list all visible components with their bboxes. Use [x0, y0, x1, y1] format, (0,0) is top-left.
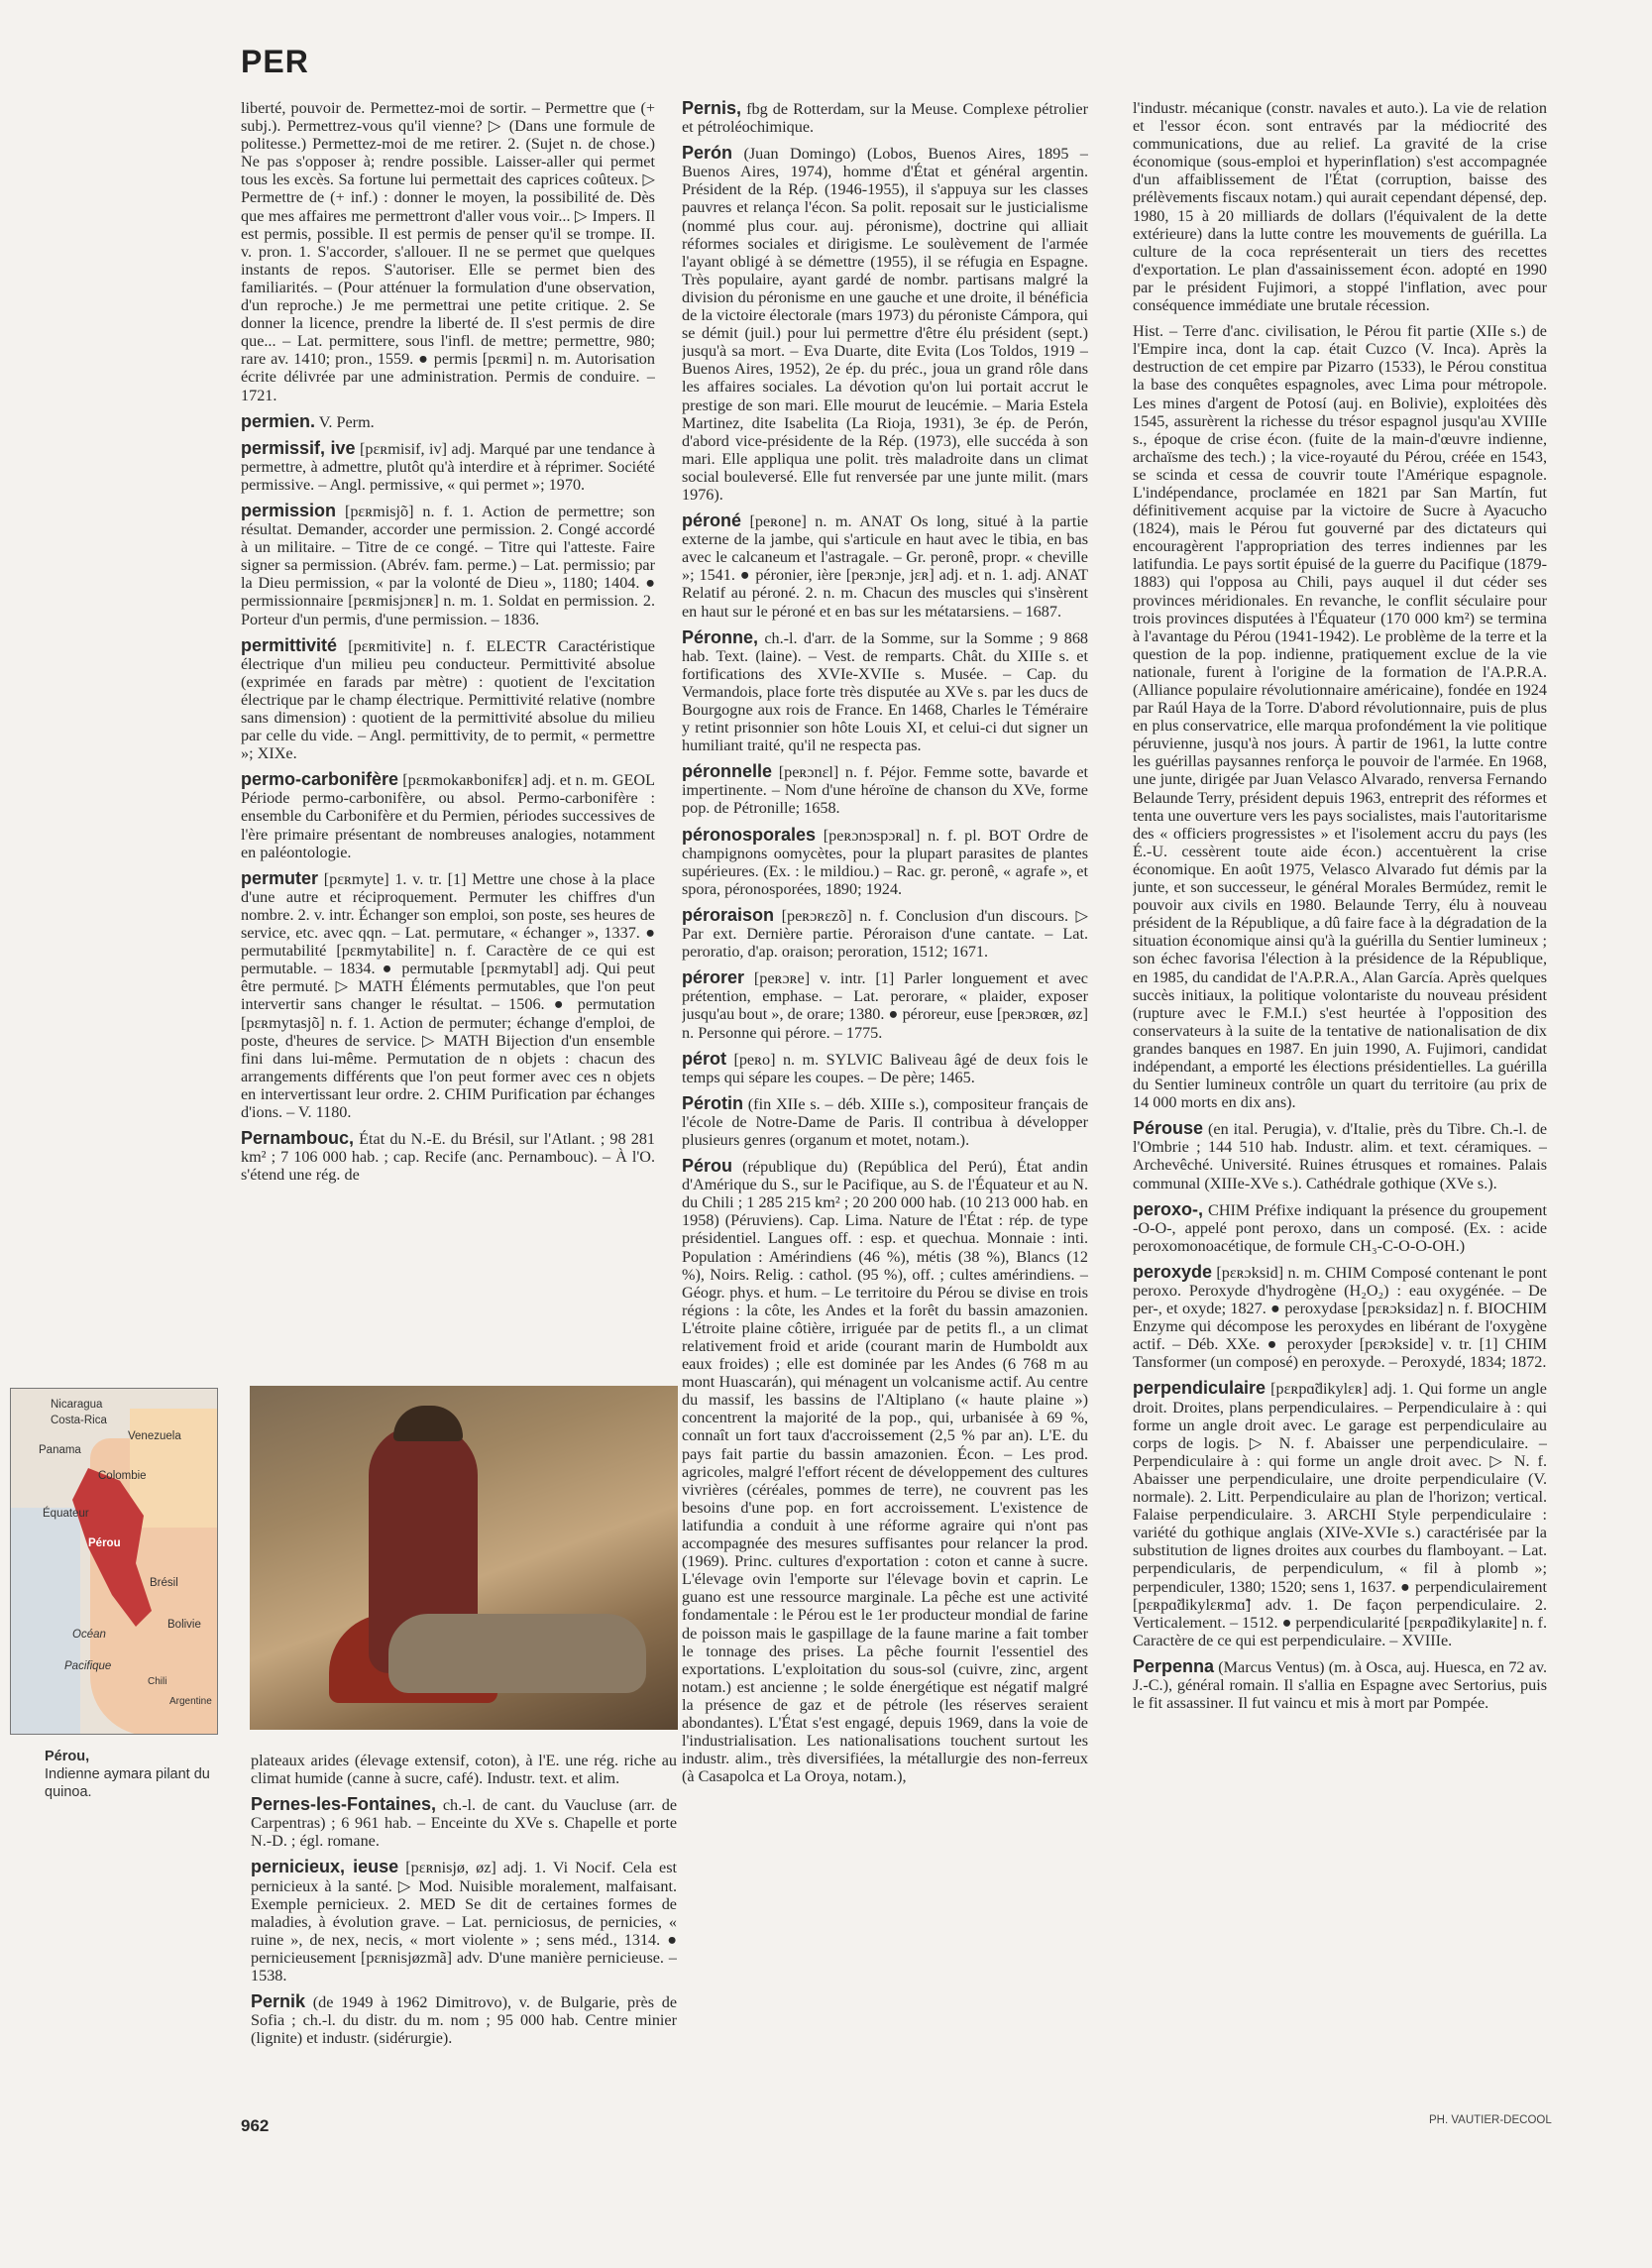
- running-head: PER: [241, 44, 309, 79]
- entry-body: (de 1949 à 1962 Dimitrovo), v. de Bulgarie, près de Sofia ; ch.-l. du distr. du m. nom ; 95 000 hab. Centre minier (lignite) et industr. (sidérurgie).: [251, 1993, 677, 2048]
- entry-headword: péroraison: [682, 904, 775, 925]
- entry-body: (Juan Domingo) (Lobos, Buenos Aires, 1895 – Buenos Aires, 1974), homme d'État et général argentin. Président de la Rép. (1946-1955), il s'appuya sur les classes pauvres et relança l'écon. Sa polit. reposait sur le justicialisme (nommé plus cour. auj. péronisme), doctrine qui alliait réformes sociales et dirigisme. Le soulèvement de l'armée l'ayant obligé à se démettre (1955), il se réfugia en Espagne. Très populaire, ayant gardé de nombr. partisans malgré la division du péronisme en une gauche et une droite, il bénéficia de la victoire électorale (mars 1973) du péroniste Cámpora, qui se démit (juil.) pour lui permettre d'être élu président (sept.) jusqu'à sa mort. – Eva Duarte, dite Evita (Los Toldos, 1919 – Buenos Aires, 1952), 2e ép. du préc., joua un grand rôle dans les affaires sociales. La dévotion qu'on lui portait accrut le prestige de son mari. Elle mourut de leucémie. – Maria Estela Martinez, dite Isabelita (La Rioja, 1931), 3e ép. de Perón, d'abord vice-présidente de la Rép. (1973), elle succéda à son mari. Elle appliqua une polit. très maladroite dans un climat social bouleversé. Elle fut renversée par une junte milit. (mars 1976).: [682, 145, 1088, 504]
- column-1: [241, 99, 655, 1318]
- dictionary-entry: [241, 502, 655, 628]
- entry-headword: pernicieux, ieuse: [251, 1857, 399, 1877]
- entry-headword: Pernis,: [682, 99, 742, 118]
- caption-title: Pérou,: [45, 1749, 90, 1764]
- dictionary-entry: [1133, 1263, 1547, 1372]
- dictionary-entry: [241, 412, 655, 431]
- map-label-venezuela: Venezuela: [128, 1430, 181, 1442]
- photo-aymara-woman: [250, 1386, 678, 1730]
- entry-body: (Marcus Ventus) (m. à Osca, auj. Huesca, en 72 av. J.-C.), général romain. Il s'allia en Espagne avec Sertorius, puis le fit assassiner. Il fut vaincu et mis à mort par Pompée.: [1133, 1657, 1547, 1713]
- entry-body: Hist. – Terre d'anc. civilisation, le Pérou fit partie (XIIe s.) de l'Empire inca, dont la cap. était Cuzco (V. Inca). Après la destruction de cet empire par Pizarro (1533), le Pérou constitua la base des conquêtes espagnoles, avec Lima pour métropole. Les mines d'argent de Potosí (auj. en Bolivie), exploitées dès 1545, assurèrent la richesse du trésor espagnol jusqu'au XVIIIe s., époque de crise écon. (fuite de la main-d'œuvre indienne, archaïsme des tech.) ; la vice-royauté du Pérou, créée en 1543, se scinda et cessa de couvrir toute l'Amérique espagnole. L'indépendance, proclamée en 1821 par San Martín, fut définitivement acquise par la victoire de Sucre à Ayacucho (1824), mais le Pérou fut gouverné par des dictateurs qui encouragèrent l'appropriation des terres indiennes par les latifundia. Le pays sortit épuisé de la guerre du Pacifique (1879-1883) qui l'opposa au Chili, pays auquel il dut céder ses provinces méridionales. En revanche, le conflit séculaire pour trois provinces disputées à l'Équateur (170 000 km²) se termina à l'avantage du Pérou (1941-1942). Le problème de la terre et la question de la pop. indienne, pratiquement exclue de la vie nationale, furent à l'origine de la formation de l'A.P.R.A. (Alliance populaire révolutionnaire américaine), fondée en 1924 par Raúl Haya de la Torre. D'abord révolutionnaire, puis de plus en plus conservatrice, elle marqua profondément la vie politique péruvienne, jusqu'à nos jours. À partir de 1961, la lutte contre les guérillas paysannes renforça le pouvoir de l'armée. En 1968, une junte, dirigée par Juan Velasco Alvarado, renversa Fernando Belaunde Terry, président depuis 1963, entreprit des réformes et tenta une ouverture vers les pays socialistes, mais l'autoritarisme des « officiers progressistes » et l'isolement accru du pays (les É.-U. cessèrent toute aide écon.) accentuèrent la crise économique. En août 1975, Velasco Alvarado fut démis par la junte, et son successeur, le général Morales Bermúdez, remit le pouvoir aux civils en 1980. Belaunde Terry, élu à nouveau président de la République, a dû faire face à la dégradation de la situation économique ainsi qu'à la guérilla du Sentier lumineux ; son échec favorisa l'élection à la présidence de la République, en 1985, du candidat de l'A.P.R.A., Alan García. Après quelques succès initiaux, la politique volontariste du nouveau président (rupture avec le F.M.I.) s'est heurtée à l'opposition des conservateurs à la suite de la tentative de nationalisation de dix grandes banques en 1987. En juin 1990, A. Fujimori, candidat indépendant, a emporté les élections présidentielles. La guérilla du Sentier lumineux contrôle un quart du territoire (au prix de 14 000 morts en dix ans).: [1133, 322, 1547, 1112]
- dictionary-entry: [1133, 1657, 1547, 1712]
- photo-caption: [45, 1748, 223, 1801]
- photo-credit: PH. VAUTIER-DECOOL: [1429, 2114, 1552, 2126]
- map-label-nicaragua: Nicaragua: [51, 1399, 103, 1411]
- entry-headword: Pernambouc,: [241, 1128, 355, 1149]
- entry-body: [pɛʀmyte] 1. v. tr. [1] Mettre une chose à la place d'une autre et réciproquement. Permuter les chiffres d'un nombre. 2. v. intr. Échanger son emploi, son poste, ses heures de service, etc. avec qqn. – Lat. permutare, « échanger », 1337. ● permutabilité [pɛʀmytabilite] n. f. Caractère de ce qui est permutable. – 1834. ● permutable [pɛʀmytabl] adj. Qui peut être permuté. ▷ MATH Éléments permutables, que l'on peut intervertir sans changer le résultat. – 1506. ● permutation [pɛʀmytasjõ] n. f. 1. Action de permuter; échange d'emploi, de poste, d'heures de service. ▷ MATH Bijection d'un ensemble fini dans lui-même. Permutation de n objets : chacun des arrangements différents que l'on peut former avec ces n objets en intervertissant leur ordre. 2. CHIM Purification par échanges d'ions. – V. 1180.: [241, 869, 655, 1121]
- photo-grinding-stone: [388, 1614, 646, 1693]
- caption-text: Indienne aymara pilant du quinoa.: [45, 1766, 210, 1800]
- entry-headword: Pernes-les-Fontaines,: [251, 1794, 437, 1815]
- dictionary-entry: [682, 511, 1088, 621]
- dictionary-entry: [1133, 322, 1547, 1111]
- dictionary-entry: [241, 869, 655, 1121]
- entry-headword: pérorer: [682, 967, 745, 988]
- entry-body: [peʀɔnɛl] n. f. Péjor. Femme sotte, bavarde et impertinente. – Nom d'une héroïne de chanson du XVe, forme pop. de Pétronille; 1658.: [682, 763, 1088, 818]
- dictionary-entry: [251, 1992, 677, 2047]
- dictionary-entry: [241, 1129, 655, 1184]
- entry-headword: péronosporales: [682, 824, 817, 845]
- entry-headword: péronnelle: [682, 761, 773, 782]
- entry-body: fbg de Rotterdam, sur la Meuse. Complexe pétrolier et pétroléochimique.: [682, 100, 1088, 137]
- entry-headword: permuter: [241, 867, 319, 888]
- entry-body: [peʀɔʀɛzõ] n. f. Conclusion d'un discours. ▷ Par ext. Dernière partie. Péroraison d'une cantate. – Lat. peroratio, d'ap. oraison; peroration, 1512; 1671.: [682, 906, 1088, 962]
- dictionary-entry: [682, 99, 1088, 136]
- map-label-chili: Chili: [148, 1676, 167, 1687]
- entry-body: [pɛʀnisjø, øz] adj. 1. Vi Nocif. Cela est pernicieux à la santé. ▷ Mod. Nuisible moralement, malfaisant. Exemple pernicieux. 2. MED Se dit de certaines formes de maladies, à évolution grave. – Lat. perniciosus, de pernicies, « ruine », de nex, necis, « mort violente » ; sens méd., 1314. ● pernicieusement [pɛʀnisjøzmã] adv. D'une manière pernicieuse. – 1538.: [251, 1859, 677, 1985]
- dictionary-entry: [682, 1094, 1088, 1149]
- entry-headword: Pérotin: [682, 1092, 744, 1113]
- entry-body: [pɛʀɔksid] n. m. CHIM Composé contenant le pont peroxo. Peroxyde d'hydrogène (H₂O₂) : eau oxygénée. – De per-, et oxyde; 1827. ● peroxydase [pɛʀɔksidaz] n. f. BIOCHIM Enzyme qui décompose les peroxydes en libérant de l'oxygène actif. – Déb. XXe. ● peroxyder [pɛʀɔkside] v. tr. [1] CHIM Tansformer (un composé) en peroxyde. – Peroxydé, 1834; 1872.: [1133, 1263, 1547, 1372]
- entry-body: [peʀɔnɔspɔʀal] n. f. pl. BOT Ordre de champignons oomycètes, pour la plupart parasites de plantes supérieures. (Ex. : le mildiou.) – Rac. gr. peronê, « agrafe », et spora, péronosporées, 1890; 1924.: [682, 826, 1088, 898]
- dictionary-entry: [682, 628, 1088, 755]
- entry-body: (république du) (República del Perú), État andin d'Amérique du S., sur le Pacifique, au S. de l'Équateur et au N. du Chili ; 1 285 215 km² ; 20 200 000 hab. (10 213 000 hab. en 1958) (Péruviens). Cap. Lima. Nature de l'État : rép. de type présidentiel. Langues off. : esp. et quechua. Monnaie : inti. Population : Amérindiens (46 %), métis (38 %), Blancs (12 %), Noirs. Relig. : cathol. (95 %), off. ; cultes amérindiens. – Géogr. phys. et hum. – Le territoire du Pérou se divise en trois régions : la côte, les Andes et la forêt du bassin amazonien. L'étroite plaine côtière, irriguée par de petits fl., a un climat relativement froid et aride (courant marin de Humboldt aux eaux froides) ; elle est dominée par les Andes (6 768 m au mont Huascarán), qui ménagent un volcanisme actif. Au centre du massif, les bassins de l'Altiplano (« haute plaine ») concentrent la majorité de la pop., qui, urbanisée à 69 %, connaît un fort taux d'accroissement (2,5 % par an). L'E. du pays fait partie du bassin amazonien. Écon. – Les prod. agricoles, malgré l'effort récent de développement des cultures vivrières (céréales, pommes de terre), ne couvrent pas les besoins d'une pop. en fort accroissement. L'existence de latifundia a conduit à une réforme agraire qui n'ont pas accompagnée des mesures suffisantes pour relancer la prod. (1969). Princ. cultures d'exportation : coton et canne à sucre. L'élevage ovin l'emporte sur l'élevage bovin et caprin. Le guano est une ressource marginale. La pêche est une activité fondamentale : le Pérou est le 1er producteur mondial de farine de poisson mais le gaspillage de la faune marine a fait tomber le tonnage des prises. La pêche fournit l'essentiel des exportations. L'exploitation du sous-sol (cuivre, zinc, argent notam.) est ancienne ; le solde énergétique est négatif malgré la présence de gaz et de pétrole (les réserves seraient abondantes). L'État s'est engagé, depuis 1969, dans la voie de l'industrialisation. Les nationalisations touchent surtout les industr. alim., très diversifiées, la métallurgie des non-ferreux (à Casapolca et La Oroya, notam.),: [682, 1158, 1088, 1786]
- dictionary-entry: [251, 1795, 677, 1850]
- entry-headword: Pernik: [251, 1991, 306, 2012]
- map-label-bolivie: Bolivie: [167, 1619, 201, 1631]
- dictionary-entry: [682, 968, 1088, 1041]
- entry-body: [pɛʀmitivite] n. f. ELECTR Caractéristique électrique d'un milieu peu conducteur. Permittivité absolue (exprimée en farads par mètre) : quotient de l'excitation électrique par le champ électrique. Permittivité relative (nombre sans dimension) : quotient de la permittivité absolue du milieu par celle du vide. – Angl. permittivity, de to permit, « permettre »; XIXe.: [241, 636, 655, 763]
- dictionary-entry: [682, 1050, 1088, 1086]
- peru-map: [10, 1388, 218, 1735]
- dictionary-entry: [1133, 1119, 1547, 1191]
- entry-headword: permo-carbonifère: [241, 769, 399, 790]
- entry-body: liberté, pouvoir de. Permettez-moi de sortir. – Permettre que (+ subj.). Permettrez-vous qu'il vienne? ▷ (Dans une formule de politesse.) Permettez-moi de me retirer. 2. (Sujet n. de chose.) Ne pas s'opposer à; rendre possible. Laisser-aller qui permet tous les excès. Sa fortune lui permettait des caprices coûteux. ▷ Permettre de (+ inf.) : donner le moyen, la possibilité de. Dès que mes affaires me permettront d'aller vous voir... ▷ Impers. Il est permis, possible. Il est permis de penser qu'il se trompe. II. v. pron. 1. S'accorder, s'allouer. Il ne se permet que quelques instants de repos. S'autoriser. Elle se permet bien des familiarités. – (Pour atténuer la formulation d'une observation, d'un reproche.) Je me permettrai une petite critique. 2. Se donner la licence, prendre la liberté de. Il s'est permis de dire que... – Lat. permittere, sous l'infl. de mettre; permettre, 980; rare av. 1410; pron., 1559. ● permis [pɛʀmi] n. m. Autorisation écrite délivrée par une administration. Permis de conduire. – 1721.: [241, 99, 655, 404]
- dictionary-entry: [241, 439, 655, 494]
- map-label-bresil: Brésil: [150, 1577, 178, 1589]
- entry-headword: Perpenna: [1133, 1655, 1215, 1676]
- dictionary-entry: [1133, 99, 1547, 314]
- map-ocean-area: [11, 1508, 80, 1735]
- entry-headword: peroxyde: [1133, 1261, 1213, 1282]
- entry-body: ch.-l. de cant. du Vaucluse (arr. de Carpentras) ; 6 961 hab. – Enceinte du XVe s. Chapelle et porte N.-D. ; égl. romane.: [251, 1796, 677, 1851]
- entry-headword: Pérou: [682, 1156, 733, 1177]
- dictionary-entry: [682, 906, 1088, 961]
- dictionary-entry: [241, 770, 655, 860]
- map-label-panama: Panama: [39, 1444, 81, 1456]
- entry-headword: permissif, ive: [241, 437, 356, 458]
- entry-headword: Péronne,: [682, 626, 759, 647]
- dictionary-entry: [682, 144, 1088, 504]
- entry-body: (en ital. Perugia), v. d'Italie, près du Tibre. Ch.-l. de l'Ombrie ; 144 510 hab. Industr. alim. et text. céramiques. – Archevêché. Université. Ruines étrusques et romaines. Palais communal (XIIIe-XVe s.). Cathédrale gothique (XVe s.).: [1133, 1120, 1547, 1192]
- entry-body: [pɛʀmokaʀbonifɛʀ] adj. et n. m. GEOL Période permo-carbonifère, ou absol. Permo-carbonifère : ensemble du Carbonifère et du Permien, périodes successives de l'ère primaire présentant de nombreuses analogies, notamment en paléontologie.: [241, 771, 655, 861]
- map-label-costa-rica: Costa-Rica: [51, 1415, 107, 1426]
- entry-body: plateaux arides (élevage extensif, coton), à l'E. une rég. riche au climat humide (canne à sucre, café). Industr. text. et alim.: [251, 1752, 677, 1788]
- entry-body: [peʀɔʀe] v. intr. [1] Parler longuement et avec prétention, emphase. – Lat. perorare, « plaider, exposer jusqu'au bout », de orare; 1380. ● péroreur, euse [peʀɔʀœʀ, øz] n. Personne qui pérore. – 1775.: [682, 969, 1088, 1042]
- entry-body: l'industr. mécanique (constr. navales et auto.). La vie de relation et l'essor écon. sont entravés par la médiocrité des communications, due au relief. La gravité de la crise économique (sous-emploi et hyperinflation) s'est accompagnée d'un affaiblissement de l'État (corruption, baisse des prélèvements fiscaux notam.) qui aurait cependant dépensé, dep. 1980, 15 à 20 milliards de dollars (l'équivalent de la dette extérieure) dans la lutte contre les mouvements de guérilla. La culture de la coca représenterait un tiers des recettes d'exportation. Le plan d'assainissement écon. adopté en 1990 par le président Fujimori, a stoppé l'inflation, avec pour conséquence immédiate une brutale récession.: [1133, 99, 1547, 315]
- entry-body: ch.-l. d'arr. de la Somme, sur la Somme ; 9 868 hab. Text. (laine). – Vest. de remparts. Chât. du XIIIe s. et fortifications des XVIe-XVIIe s. Musée. – Cap. du Vermandois, place forte très disputée au XVe s. par les ducs de Bourgogne aux rois de France. En 1468, Charles le Téméraire y retint prisonnier son hôte Louis XI, et celui-ci dut signer un humiliant traité, qu'il ne respecta pas.: [682, 628, 1088, 755]
- column-3: [1133, 99, 1547, 2082]
- map-label-perou: Pérou: [88, 1537, 121, 1549]
- dictionary-entry: [1133, 1200, 1547, 1255]
- entry-body: [peʀone] n. m. ANAT Os long, situé à la partie externe de la jambe, qui s'articule en haut avec le tibia, en bas avec le calcaneum et l'astragale. – Gr. peronê, propr. « cheville »; 1541. ● péronier, ière [peʀɔnje, jɛʀ] adj. et n. 1. adj. ANAT Relatif au péroné. 2. n. m. Chacun des muscles qui s'insèrent en haut sur le péroné et en bas sur les métatarsiens. – 1687.: [682, 512, 1088, 621]
- column-1-continued: [251, 1752, 677, 2069]
- entry-body: (fin XIIe s. – déb. XIIIe s.), compositeur français de l'école de Notre-Dame de Paris. Il contribua à développer plusieurs genres (organum et motet, notam.).: [682, 1094, 1088, 1149]
- map-label-pacifique: Pacifique: [64, 1660, 112, 1672]
- entry-headword: perpendiculaire: [1133, 1378, 1267, 1399]
- entry-headword: permien.: [241, 410, 316, 431]
- entry-body: [pɛʀmisjõ] n. f. 1. Action de permettre; son résultat. Demander, accorder une permission. 2. Congé accordé à un militaire. – Titre de ce congé. – Titre qui l'atteste. Faire signer sa permission. (Abrév. fam. perme.) – Lat. permissio; par la Dieu permission, « par la volonté de Dieu », 1180; 1404. ● permissionnaire [pɛʀmisjɔnɛʀ] n. m. 1. Soldat en permission. 2. Porteur d'un permis, d'une permission. – 1836.: [241, 502, 655, 628]
- dictionary-entry: [682, 762, 1088, 817]
- entry-headword: péroné: [682, 510, 742, 531]
- entry-body: V. Perm.: [318, 412, 375, 431]
- dictionary-entry: [251, 1752, 677, 1787]
- page-number: 962: [241, 2116, 270, 2135]
- entry-headword: Perón: [682, 143, 733, 164]
- dictionary-entry: [241, 636, 655, 763]
- map-label-argentine: Argentine: [169, 1696, 212, 1707]
- dictionary-entry: [682, 826, 1088, 898]
- entry-body: CHIM Préfixe indiquant la présence du groupement -O-O-, appelé pont peroxo, dans un composé. (Ex. : acide peroxomonoacétique, de formule CH₃-C-O-O-OH.): [1133, 1200, 1547, 1255]
- dictionary-entry: [241, 99, 655, 404]
- entry-body: [peʀo] n. m. SYLVIC Baliveau âgé de deux fois le temps qui sépare les coupes. – De père; 1465.: [682, 1050, 1088, 1086]
- entry-body: État du N.-E. du Brésil, sur l'Atlant. ; 98 281 km² ; 7 106 000 hab. ; cap. Recife (anc. Pernambouc). – À l'O. s'étend une rég. de: [241, 1130, 655, 1185]
- dictionary-entry: [682, 1157, 1088, 1785]
- entry-body: [pɛʀpɑ̃dikylɛʀ] adj. 1. Qui forme un angle droit. Droites, plans perpendiculaires. – Perpendiculaire à : qui forme un angle droit avec. Le garage est perpendiculaire au corps de logis. ▷ N. f. Abaisser une perpendiculaire. – Perpendiculaire à : qui forme un angle droit avec. ▷ N. f. Abaisser une perpendiculaire, une droite perpendiculaire (V. normale). 2. Litt. Perpendiculaire au plan de l'horizon; vertical. Falaise perpendiculaire. 3. ARCHI Style perpendiculaire : variété du gothique anglais (XIVe-XVIe s.) caractérisée par la substitution de lignes droites aux courbes du flamboyant. – Lat. perpendicularis, de perpendiculum, « fil à plomb »; perpendiculer, 1380; 1520; sens 1, 1637. ● perpendiculairement [pɛʀpɑ̃dikylɛʀmɑ̃] adv. 1. De façon perpendiculaire. 2. Verticalement. – 1512. ● perpendicularité [pɛʀpɑ̃dikylaʀite] n. f. Caractère de ce qui est perpendiculaire. – XVIIIe.: [1133, 1380, 1547, 1649]
- entry-headword: peroxo-,: [1133, 1198, 1204, 1219]
- entry-headword: permittivité: [241, 634, 338, 655]
- photo-hat-shape: [393, 1406, 463, 1441]
- entry-body: [pɛʀmisif, iv] adj. Marqué par une tendance à permettre, à admettre, plutôt qu'à interdire et à réprimer. Société permissive. – Angl. permissive, « qui permet »; 1970.: [241, 439, 655, 494]
- dictionary-entry: [251, 1858, 677, 1984]
- map-land-venezuela: [130, 1409, 218, 1528]
- entry-headword: pérot: [682, 1048, 726, 1069]
- entry-headword: Pérouse: [1133, 1118, 1204, 1139]
- column-2: [682, 99, 1088, 2131]
- map-label-colombie: Colombie: [98, 1470, 147, 1482]
- dictionary-entry: [1133, 1379, 1547, 1648]
- map-label-equateur: Équateur: [43, 1508, 89, 1520]
- map-label-ocean: Océan: [72, 1629, 106, 1641]
- entry-headword: permission: [241, 500, 337, 520]
